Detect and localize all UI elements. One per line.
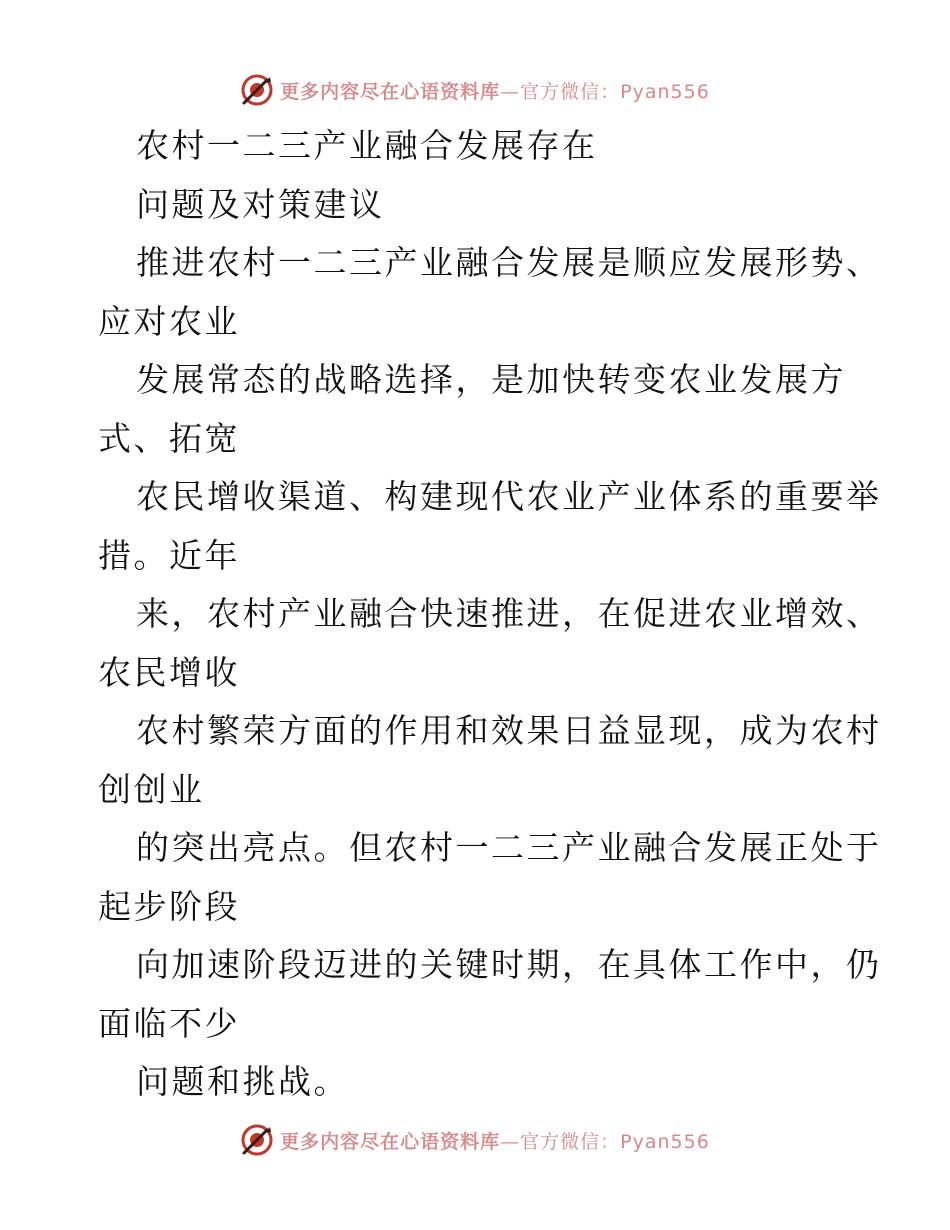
text-line: 农村一二三产业融合发展存在 [136, 126, 598, 165]
text-line: 起步阶段 [98, 886, 240, 926]
text-line: 发展常态的战略选择，是加快转变农业发展方 [136, 360, 846, 399]
logo-icon [240, 1123, 274, 1157]
text-line: 农村繁荣方面的作用和效果日益显现，成为农村 [136, 711, 882, 750]
watermark-site-text: 更多内容尽在心语资料库 [280, 80, 501, 103]
text-line: 农民增收 [98, 652, 240, 692]
watermark-text [280, 1127, 710, 1154]
text-line: 面临不少 [98, 1003, 240, 1043]
text-line: 式、拓宽 [98, 418, 240, 458]
watermark-text [280, 77, 710, 104]
text-line: 措。近年 [98, 535, 240, 575]
text-line: 应对农业 [98, 301, 240, 341]
text-line: 问题和挑战。 [136, 1062, 349, 1101]
text-line: 问题及对策建议 [136, 184, 385, 224]
header-watermark [0, 70, 950, 110]
watermark-contact: 官方微信：Pyan556 [520, 1130, 710, 1153]
text-line: 创创业 [98, 769, 205, 809]
watermark-separator: — [500, 1130, 521, 1153]
footer-watermark [0, 1120, 950, 1160]
watermark-separator: — [500, 80, 521, 103]
text-line: 向加速阶段迈进的关键时期，在具体工作中，仍 [136, 945, 882, 984]
text-line: 的突出亮点。但农村一二三产业融合发展正处于 [136, 828, 882, 867]
text-line: 农民增收渠道、构建现代农业产业体系的重要举 [136, 477, 882, 516]
watermark-site-text: 更多内容尽在心语资料库 [280, 1130, 501, 1153]
text-line: 来，农村产业融合快速推进，在促进农业增效、 [136, 594, 882, 633]
watermark-contact: 官方微信：Pyan556 [520, 80, 710, 103]
text-line: 推进农村一二三产业融合发展是顺应发展形势、 [136, 243, 882, 282]
logo-icon [240, 73, 274, 107]
document-body [98, 117, 898, 1112]
